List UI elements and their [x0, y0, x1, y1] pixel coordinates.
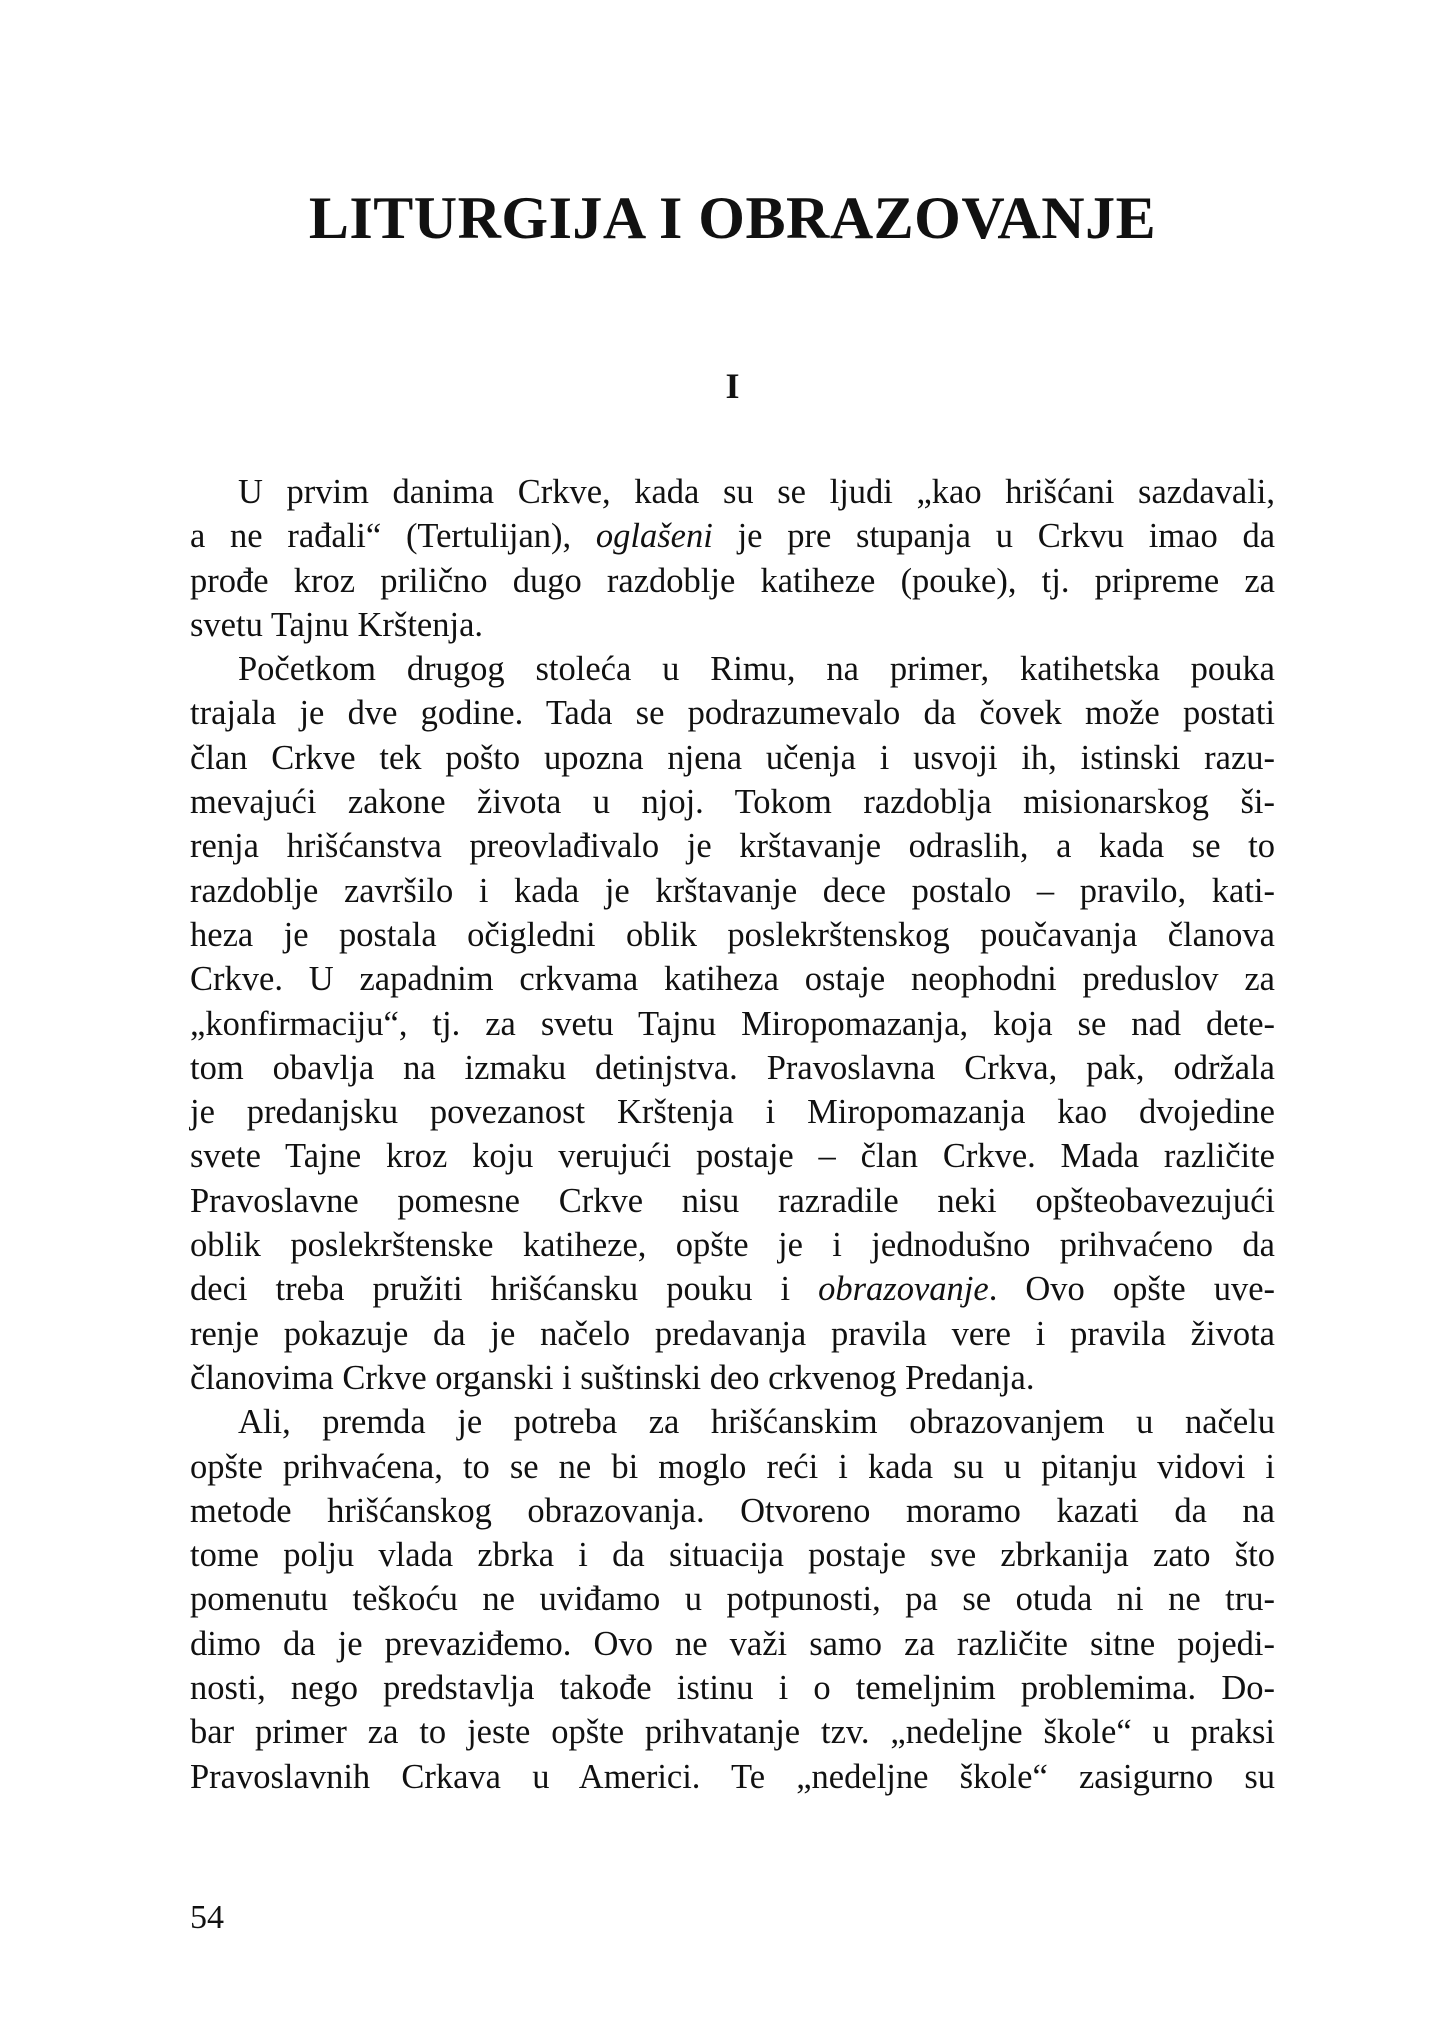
text-line: svetu Tajnu Krštenja.: [190, 605, 484, 644]
text-line: je predanjsku povezanost Krštenja i Miropomazanja kao dvojedine: [190, 1093, 1275, 1132]
text-line: renja hrišćanstva preovlađivalo je krštavanje odraslih, a kada se to: [190, 827, 1275, 866]
text-line: Crkve. U zapadnim crkvama katiheza ostaje neophodni preduslov za: [190, 960, 1275, 999]
section-numeral: I: [725, 366, 740, 406]
emphasis: oglašeni: [595, 517, 713, 556]
text-line: Ali, premda je potreba za hrišćanskim obrazovanjem u načelu: [238, 1403, 1275, 1442]
text-line: razdoblje završilo i kada je krštavanje dece postalo – pravilo, kati-: [190, 871, 1275, 910]
text-line: Pravoslavnih Crkava u Americi. Te „nedeljne škole“ zasigurno su: [190, 1757, 1275, 1796]
text-line: „konfirmaciju“, tj. za svetu Tajnu Miropomazanja, koja se nad dete-: [190, 1004, 1275, 1043]
text-line: a ne rađali“ (Tertulijan), oglašeni je pre stupanja u Crkvu imao da: [190, 517, 1276, 556]
text-line: pomenutu teškoću ne uviđamo u potpunosti, pa se otuda ni ne tru-: [190, 1580, 1275, 1619]
text-line: prođe kroz prilično dugo razdoblje katiheze (pouke), tj. pripreme za: [190, 561, 1275, 600]
text-line: tom obavlja na izmaku detinjstva. Pravoslavna Crkva, pak, održala: [190, 1048, 1275, 1087]
text-line: bar primer za to jeste opšte prihvatanje tzv. „nedeljne škole“ u praksi: [190, 1713, 1275, 1752]
text-line: Početkom drugog stoleća u Rimu, na primer, katihetska pouka: [238, 650, 1275, 689]
text-line: tome polju vlada zbrka i da situacija postaje sve zbrkanija zato što: [190, 1536, 1275, 1575]
paragraph: [190, 1400, 1275, 1799]
text-line: heza je postala očigledni oblik poslekrštenskog poučavanja članova: [190, 915, 1275, 954]
text-line: nosti, nego predstavlja takođe istinu i o temeljnim problemima. Do-: [190, 1669, 1275, 1708]
text-line: opšte prihvaćena, to se ne bi moglo reći i kada su u pitanju vidovi i: [190, 1447, 1275, 1486]
text-line: članovima Crkve organski i suštinski deo crkvenog Predanja.: [190, 1358, 1035, 1397]
paragraph: [190, 470, 1275, 647]
text-line: deci treba pružiti hrišćansku pouku i obrazovanje. Ovo opšte uve-: [190, 1270, 1275, 1309]
text-line: U prvim danima Crkve, kada su se ljudi „kao hrišćani sazdavali,: [238, 473, 1275, 511]
paragraph: [190, 647, 1275, 1400]
text-line: trajala je dve godine. Tada se podrazumevalo da čovek može postati: [190, 694, 1275, 733]
text-line: metode hrišćanskog obrazovanja. Otvoreno moramo kazati da na: [190, 1491, 1275, 1530]
text-line: dimo da je prevaziđemo. Ovo ne važi samo za različite sitne pojedi-: [190, 1624, 1275, 1663]
text-line: mevajući zakone života u njoj. Tokom razdoblja misionarskog ši-: [190, 783, 1275, 822]
text-line: član Crkve tek pošto upozna njena učenja i usvoji ih, istinski razu-: [190, 738, 1275, 777]
text-line: oblik poslekrštenske katiheze, opšte je i jednodušno prihvaćeno da: [190, 1226, 1275, 1265]
chapter-title: LITURGIJA I OBRAZOVANJE: [308, 185, 1157, 251]
emphasis: obrazovanje: [818, 1270, 989, 1309]
text-line: Pravoslavne pomesne Crkve nisu razradile neki opšteobavezujući: [190, 1181, 1275, 1220]
text-line: svete Tajne kroz koju verujući postaje – član Crkve. Mada različite: [190, 1137, 1275, 1176]
body-text: [190, 470, 1275, 1799]
text-line: renje pokazuje da je načelo predavanja pravila vere i pravila života: [190, 1314, 1275, 1353]
page-number: 54: [190, 1899, 224, 1936]
